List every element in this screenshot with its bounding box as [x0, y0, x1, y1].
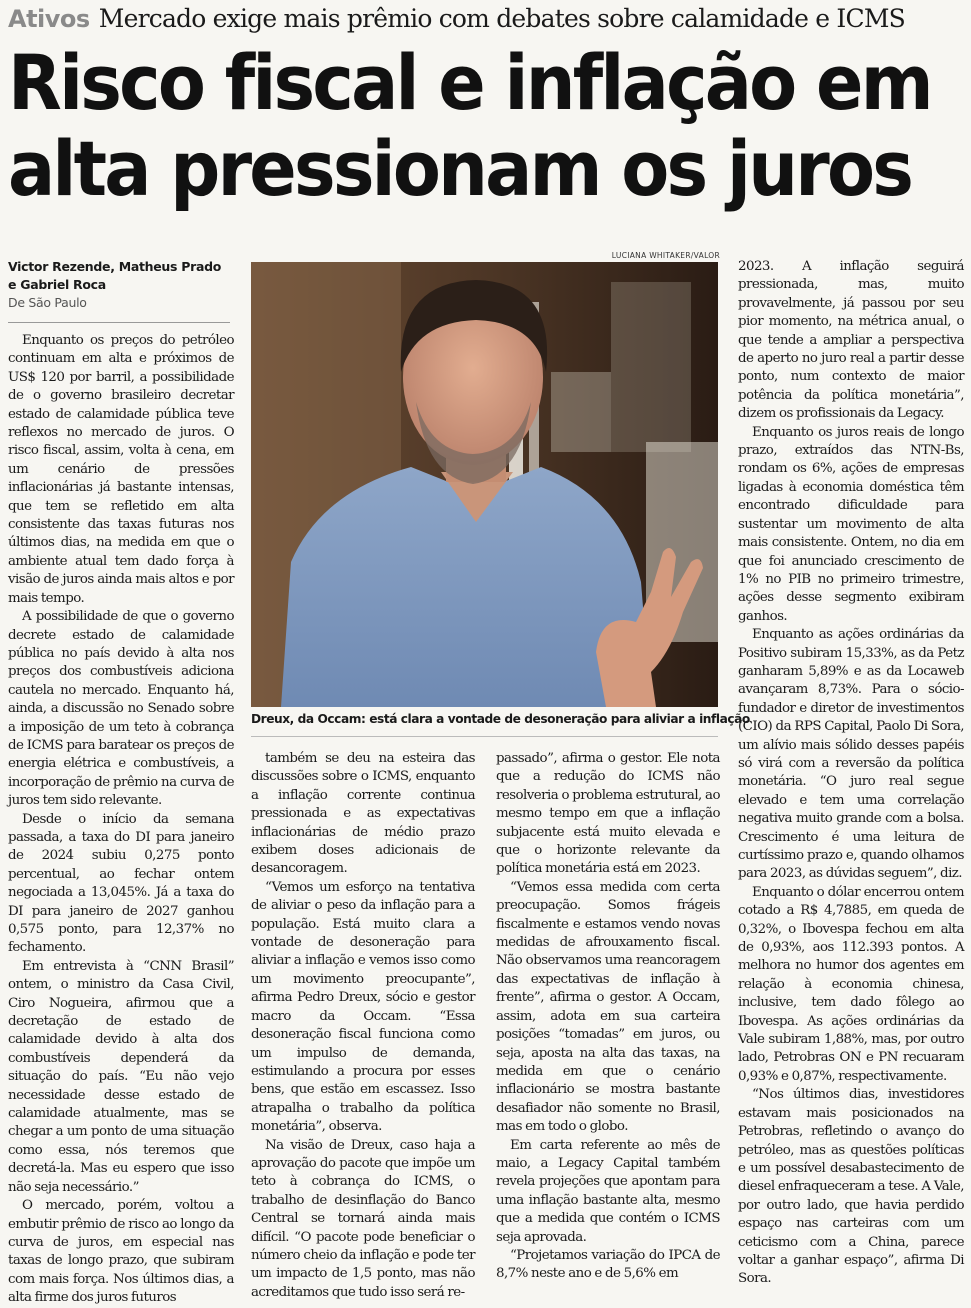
paragraph: O mercado, porém, voltou a embutir prêmio de risco ao longo da curva de juros, em especial nas taxas de longo prazo, que subiram com mais força. Nos últimos dias, a alta firme dos juros futuros	[8, 1198, 234, 1306]
paragraph: “Projetamos variação do IPCA de 8,7% neste ano e de 5,6% em	[496, 1247, 720, 1282]
paragraph: Enquanto o dólar encerrou ontem cotado a R$ 4,7885, em queda de 0,32%, o Ibovespa fechou em alta de 0,93%, aos 112.393 pontos. A melhora no humor dos agentes em relação à economia chinesa, inclusive, tem dado fôlego ao Ibovespa. As ações ordinárias da Vale subiram 1,88%, mas, por outro lado, Petrobras ON e PN recuaram 0,93% e 0,87%, respectivamente.	[738, 884, 964, 1084]
paragraph: 2023. A inflação seguirá pressionada, mas, muito provavelmente, já passou por seu pior momento, na métrica anual, o que tende a ampliar a perspectiva de aperto no juro real a partir desse ponto, num contexto de maior potência da política monetária”, dizem os profissionais da Legacy.	[738, 259, 964, 422]
headline	[8, 38, 931, 213]
paragraph: Em carta referente ao mês de maio, a Legacy Capital também revela projeções que apontam para uma inflação bastante alta, mesmo que a medida que contém o ICMS seja aprovada.	[496, 1137, 720, 1245]
section-label: Ativos	[8, 5, 90, 33]
photo-illustration	[251, 262, 718, 707]
subheadline: Mercado exige mais prêmio com debates sobre calamidade e ICMS	[98, 4, 905, 33]
byline-divider	[8, 322, 230, 323]
photo-credit: LUCIANA WHITAKER/VALOR	[611, 251, 720, 260]
paragraph: Enquanto os juros reais de longo prazo, extraídos das NTN-Bs, rondam os 6%, ações de empresas ligadas à economia doméstica têm encontrado dificuldade para sustentar um movimento de alta mais consistente. Ontem, no dia em que foi anunciado crescimento de 1% no PIB no primeiro trimestre, ações desse segmento exibiram ganhos.	[738, 424, 964, 624]
photo-caption: Dreux, da Occam: está clara a vontade de desoneração para aliviar a inflação	[251, 712, 750, 726]
paragraph: “Vemos um esforço na tentativa de aliviar o peso da inflação para a população. Está muito clara a vontade de desoneração para aliviar a inflação e vemos isso como um movimento preocupante”, afirma Pedro Dreux, sócio e gestor macro da Occam. “Essa desoneração fiscal funciona como um impulso de demanda, estimulando a procura por esses bens, que estão em escassez. Isso atrapalha o trabalho da política monetária”, observa.	[251, 879, 475, 1135]
article-column-1	[8, 332, 234, 1306]
article-photo	[251, 262, 718, 707]
paragraph: passado”, afirma o gestor. Ele nota que a redução do ICMS não resolveria o problema estrutural, ao mesmo tempo em que a inflação subjacente está muito elevada e que o horizonte relevante da política monetária está em 2023.	[496, 751, 720, 877]
byline	[8, 258, 233, 312]
byline-place: De São Paulo	[8, 295, 87, 310]
paragraph: A possibilidade de que o governo decrete estado de calamidade pública no país devido à alta nos preços dos combustíveis adiciona cautela no mercado. Enquanto há, ainda, a discussão no Senado sobre a imposição de um teto à cobrança de ICMS para baratear os preços de energia elétrica e combustíveis, a incorporação de prêmio na curva de juros tem sido relevante.	[8, 609, 234, 809]
paragraph: “Vemos essa medida com certa preocupação. Somos frágeis fiscalmente e estamos vendo novas medidas de afrouxamento fiscal. Não observamos uma reancoragem das expectativas de inflação à frente”, afirma o gestor. A Occam, assim, adota em sua carteira posições “tomadas” em juros, ou seja, aposta na alta das taxas, na medida em que o cenário inflacionário se mostra bastante desafiador não somente no Brasil, mas em todo o globo.	[496, 879, 720, 1135]
paragraph: Na visão de Dreux, caso haja a aprovação do pacote que impõe um teto à cobrança do ICMS, o trabalho de desinflação do Banco Central se tornará ainda mais difícil. “O pacote pode beneficiar o número cheio da inflação e pode ter um impacto de 1,5 ponto, mas não acreditamos que tudo isso será re-	[251, 1137, 475, 1300]
paragraph: Em entrevista à “CNN Brasil” ontem, o ministro da Casa Civil, Ciro Nogueira, afirmou que a decretação de estado de calamidade devido à alta dos combustíveis dependerá da situação do país. “Eu não vejo necessidade desse estado de calamidade atualmente, mas se chegar a um ponto de uma situação como essa, nós teremos que decretá-la. Mas eu espero que isso não seja necessário.”	[8, 958, 234, 1195]
paragraph: Enquanto os preços do petróleo continuam em alta e próximos de US$ 120 por barril, a possibilidade de o governo brasileiro decretar estado de calamidade pública teve reflexos no mercado de juros. O risco fiscal, assim, volta à cena, em um cenário de pressões inflacionárias já bastante intensas, que tem se refletido em alta consistente das taxas futuras nos últimos dias, na medida em que o ambiente atual tem dado força à visão de juros ainda mais altos e por mais tempo.	[8, 333, 234, 606]
caption-divider	[251, 736, 718, 737]
headline-line-1: Risco fiscal e inflação em	[8, 38, 931, 127]
paragraph: “Nos últimos dias, investidores estavam mais posicionados na Petrobras, refletindo o avanço do petróleo, mas as questões políticas e um possível desabastecimento de diesel enfraqueceram a tese. A Vale, por outro lado, que havia perdido espaço nas carteiras com um ceticismo com a China, parece voltar a ganhar espaço”, afirma Di Sora.	[738, 1087, 964, 1287]
paragraph: Desde o início da semana passada, a taxa do DI para janeiro de 2024 subiu 0,275 ponto percentual, ao fechar ontem negociada a 13,045%. Já a taxa do DI para janeiro de 2027 ganhou 0,575 ponto, para 12,37% no fechamento.	[8, 811, 234, 956]
headline-line-2: alta pressionam os juros	[8, 124, 912, 213]
byline-authors: Victor Rezende, Matheus Prado e Gabriel Roca	[8, 259, 222, 292]
paragraph: Enquanto as ações ordinárias da Positivo subiram 15,33%, as da Petz ganharam 5,89% e as da Locaweb avançaram 8,73%. Para o sócio-fundador e diretor de investimentos (CIO) da RPS Capital, Paolo Di Sora, um alívio mais sólido desses papéis só virá com a reversão da política monetária. “O juro real segue elevado e tem uma correlação negativa muito grande com a bolsa. Crescimento é uma leitura de curtíssimo prazo e, quando olhamos para 2023, as dúvidas seguem”, diz.	[738, 627, 964, 882]
article-column-3	[496, 750, 720, 1282]
article-column-4	[738, 258, 964, 1287]
paragraph: também se deu na esteira das discussões sobre o ICMS, enquanto a inflação corrente continua pressionada e as expectativas inflacionárias de médio prazo exibem doses adicionais de desancoragem.	[251, 751, 475, 877]
article-column-2	[251, 750, 475, 1300]
